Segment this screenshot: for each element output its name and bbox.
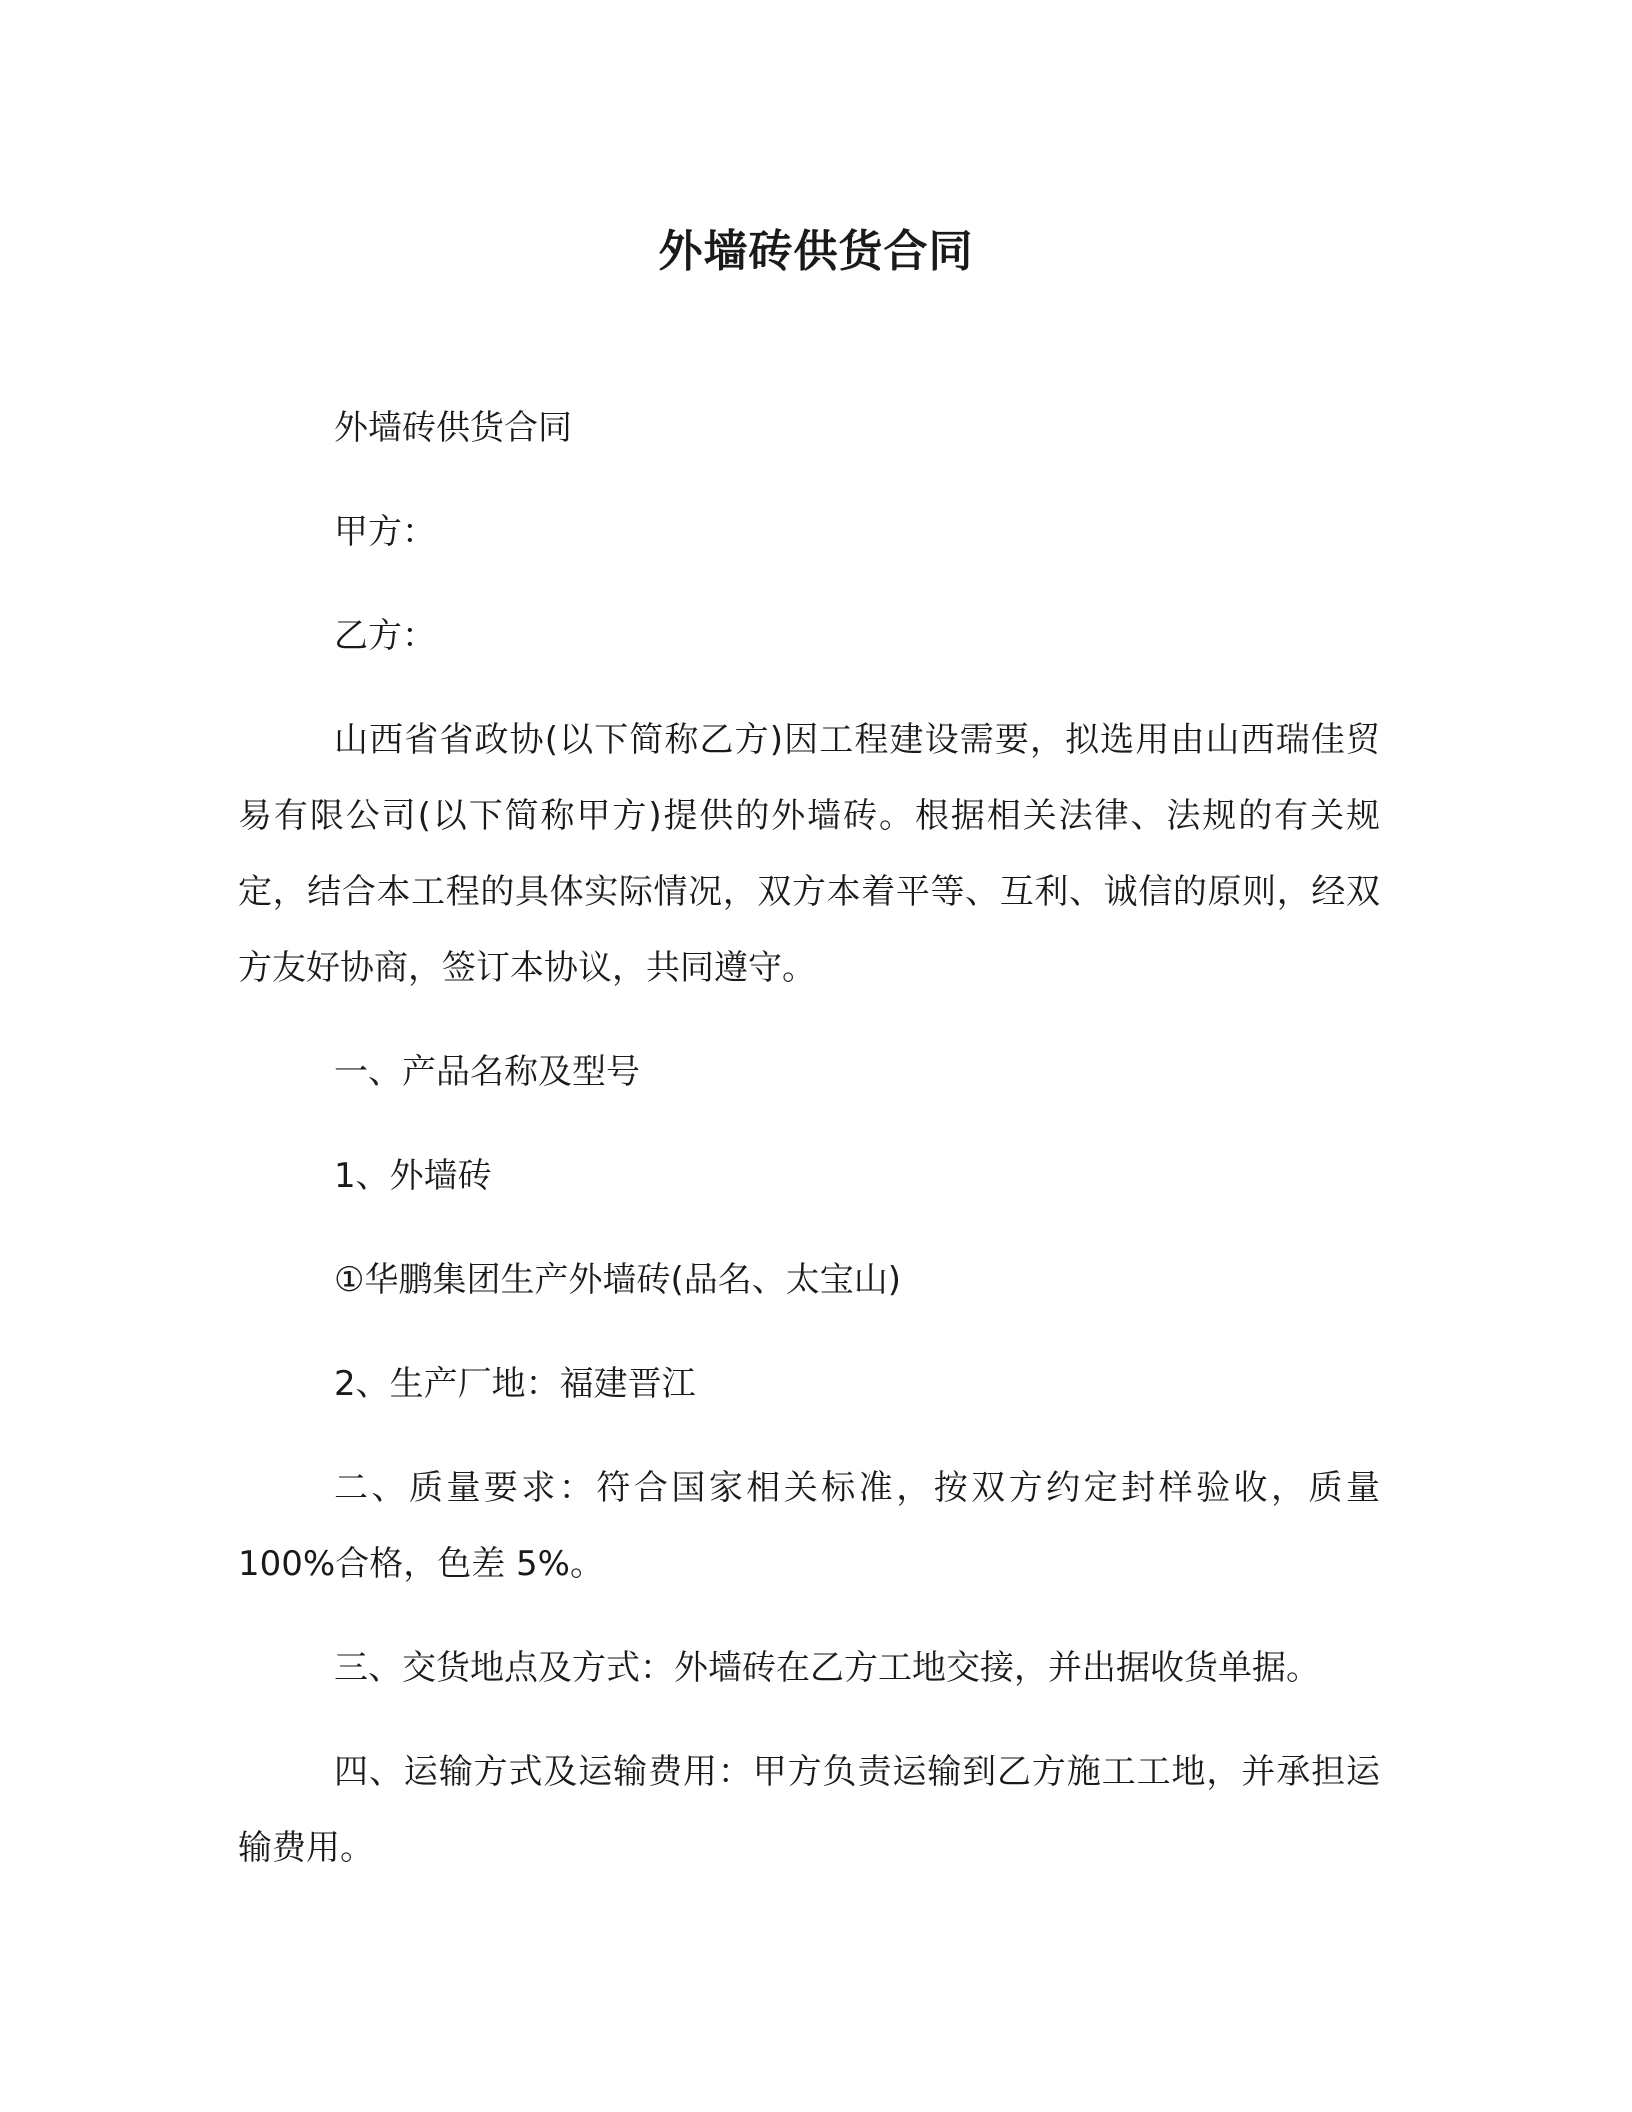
section-4-paragraph: 四、运输方式及运输费用：甲方负责运输到乙方施工工地，并承担运输费用。	[238, 1752, 1380, 1868]
section-1-item-1-sub: ①华鹏集团生产外墙砖(品名、太宝山)	[334, 1260, 902, 1300]
party-b-line: 乙方：	[334, 616, 436, 656]
section-1-heading: 一、产品名称及型号	[334, 1052, 640, 1092]
document-body	[238, 390, 1380, 1914]
section-3-paragraph: 三、交货地点及方式：外墙砖在乙方工地交接，并出据收货单据。	[334, 1648, 1320, 1688]
preamble-paragraph: 山西省省政协(以下简称乙方)因工程建设需要，拟选用由山西瑞佳贸易有限公司(以下简称甲方)提供的外墙砖。根据相关法律、法规的有关规定，结合本工程的具体实际情况，双方本着平等、互利、诚信的原则，经双方友好协商，签订本协议，共同遵守。	[238, 720, 1380, 988]
section-1-item-2: 2、生产厂地：福建晋江	[334, 1364, 696, 1404]
section-2-paragraph: 二、质量要求：符合国家相关标准，按双方约定封样验收，质量100%合格，色差 5%。	[238, 1468, 1380, 1584]
party-a-line: 甲方：	[334, 512, 436, 552]
subtitle-paragraph: 外墙砖供货合同	[334, 408, 572, 448]
section-1-item-1: 1、外墙砖	[334, 1156, 492, 1196]
document-title: 外墙砖供货合同	[658, 226, 974, 277]
